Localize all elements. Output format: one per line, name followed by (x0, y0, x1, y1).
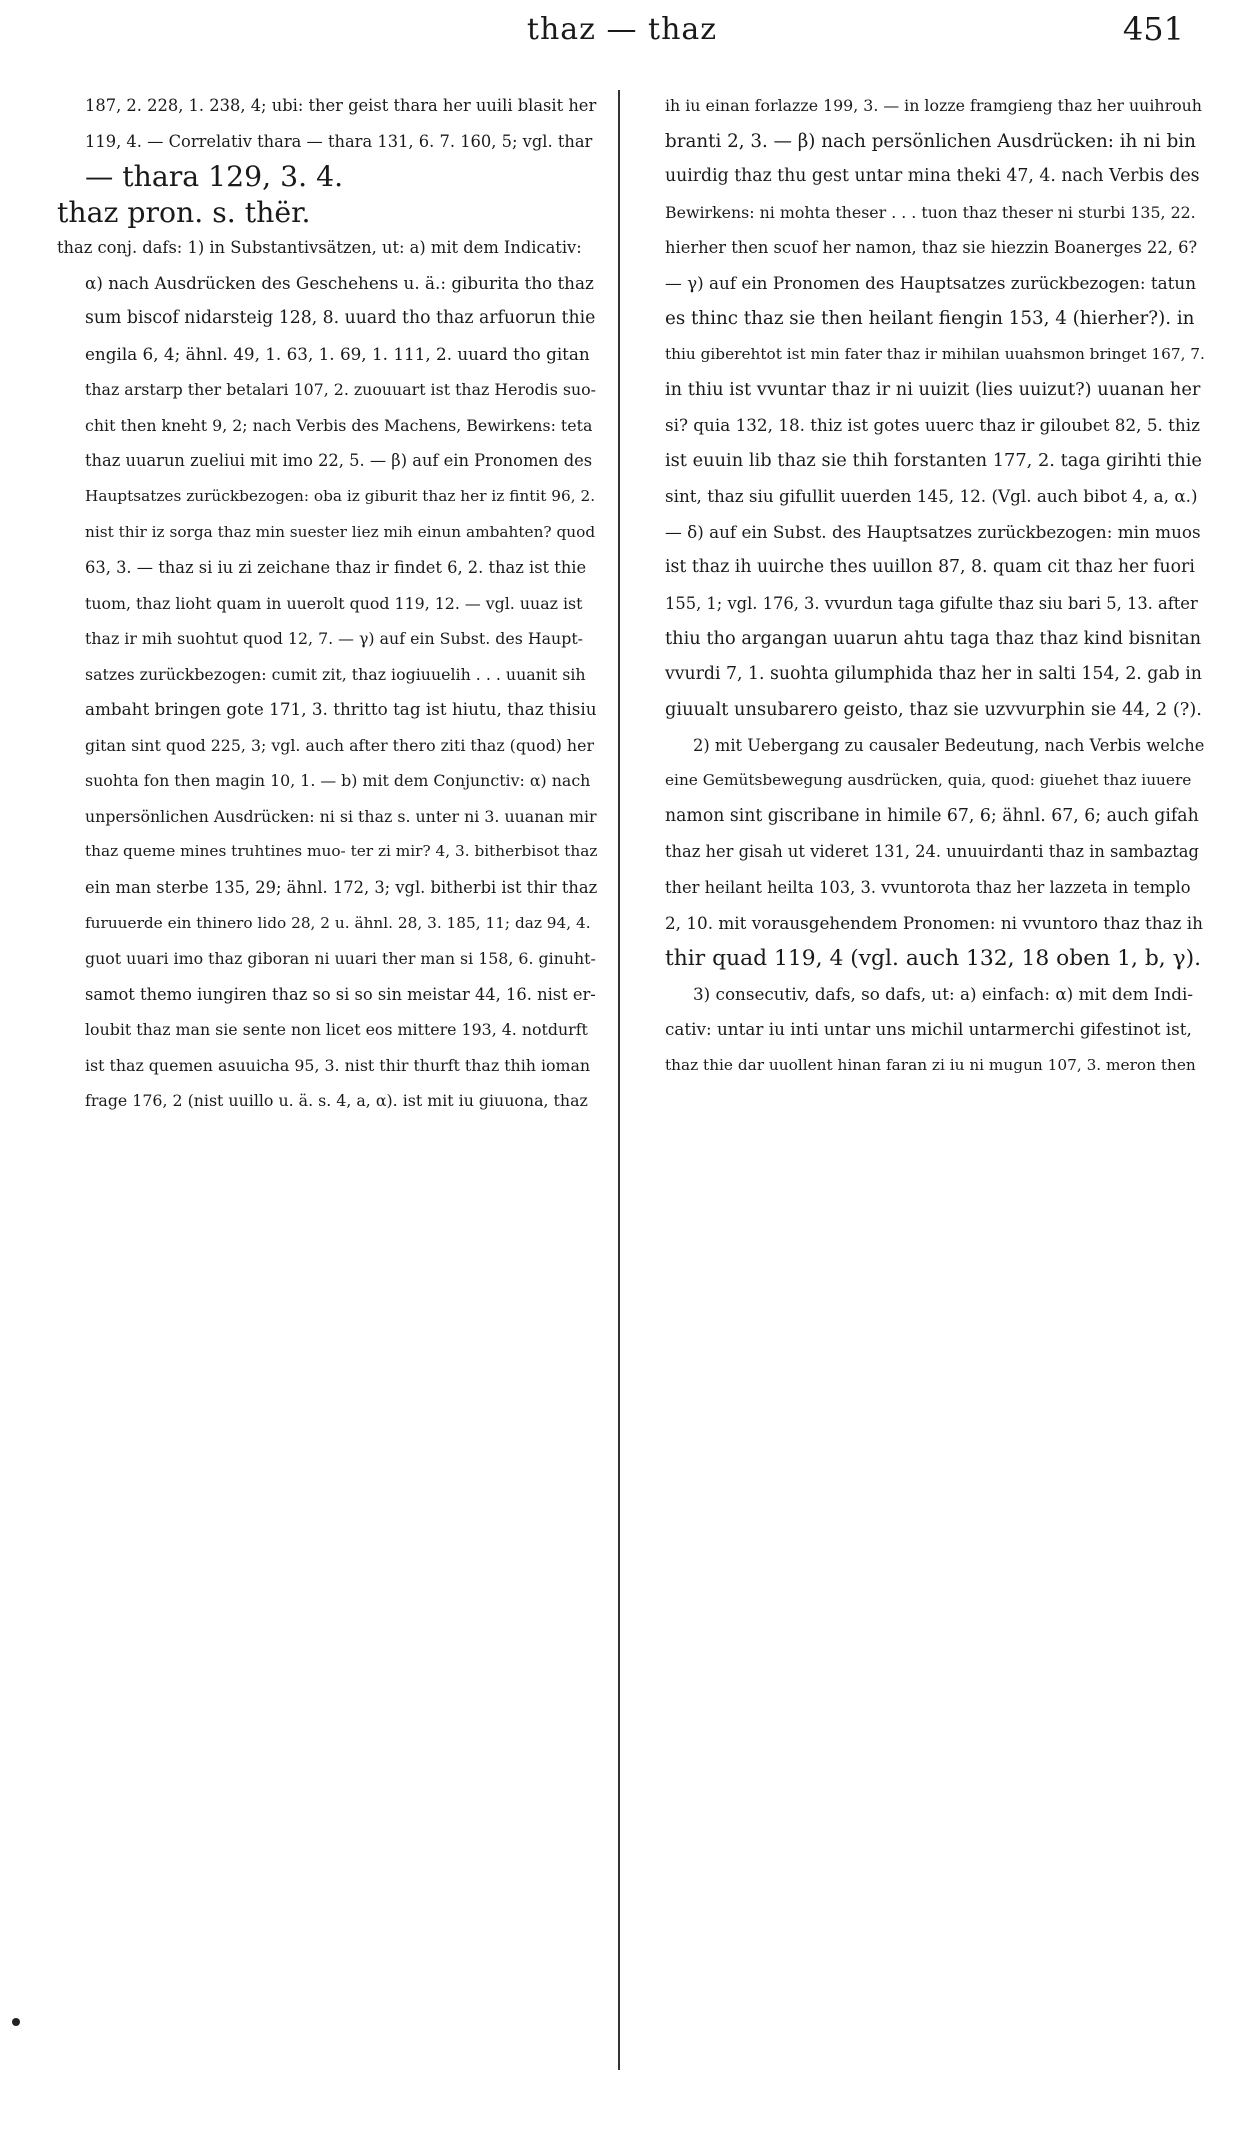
left-column-line: thaz uuarun zueliui mit imo 22, 5. — β) auf ein Pronomen des (85, 451, 593, 471)
left-column-line: chit then kneht 9, 2; nach Verbis des Machens, Bewirkens: teta (85, 415, 593, 435)
page-number: 451 (1122, 10, 1184, 48)
right-column-line: thir quad 119, 4 (vgl. auch 132, 18 oben 1, b, γ). (665, 946, 1202, 972)
right-column-line: ist euuin lib thaz sie thih forstanten 177, 2. taga girihti thie (665, 450, 1202, 472)
left-column-line: tuom, thaz lioht quam in uuerolt quod 119, 12. — vgl. uuaz ist (85, 593, 583, 613)
left-column-line: α) nach Ausdrücken des Geschehens u. ä.: giburita tho thaz (85, 272, 594, 293)
left-column-line: loubit thaz man sie sente non licet eos mittere 193, 4. notdurft (85, 1020, 588, 1040)
right-column-line: in thiu ist vvuntar thaz ir ni uuizit (lies uuizut?) uuanan her (665, 379, 1201, 401)
running-head: thaz — thaz (526, 12, 718, 47)
left-column-line: unpersönlichen Ausdrücken: ni si thaz s. unter ni 3. uuanan mir (85, 806, 597, 826)
right-column-line: uuirdig thaz thu gest untar mina theki 47, 4. nach Verbis des (665, 166, 1200, 187)
left-column-line: frage 176, 2 (nist uuillo u. ä. s. 4, a, α). ist mit iu giuuona, thaz (85, 1091, 588, 1111)
right-column-line: si? quia 132, 18. thiz ist gotes uuerc thaz ir giloubet 82, 5. thiz (665, 414, 1200, 435)
left-column-line: thaz queme mines truhtines muo- ter zi mir? 4, 3. bitherbisot thaz (85, 842, 598, 861)
right-column (665, 88, 1205, 1083)
right-column-line: eine Gemütsbewegung ausdrücken, quia, quod: giuehet thaz iuuere (665, 771, 1192, 790)
left-column-line: nist thir iz sorga thaz min suester liez mih einun ambahten? quod (85, 522, 596, 541)
left-column-line: thaz pron. s. thër. (57, 195, 311, 229)
left-column-line: engila 6, 4; ähnl. 49, 1. 63, 1. 69, 1. 111, 2. uuard tho gitan (85, 343, 590, 364)
right-column-line: 2) mit Uebergang zu causaler Bedeutung, nach Verbis welche (693, 735, 1205, 755)
right-column-line: es thinc thaz sie then heilant fiengin 153, 4 (hierher?). in (665, 308, 1195, 330)
right-column-line: vvurdi 7, 1. suohta gilumphida thaz her in salti 154, 2. gab in (665, 663, 1202, 684)
right-column-line: branti 2, 3. — β) nach persönlichen Ausdrücken: ih ni bin (665, 130, 1196, 152)
right-column-line: thaz thie dar uuollent hinan faran zi iu ni mugun 107, 3. meron then (665, 1055, 1196, 1074)
left-column-line: 119, 4. — Correlativ thara — thara 131, 6. 7. 160, 5; vgl. thar (85, 131, 593, 151)
right-column-line: thiu tho argangan uuarun ahtu taga thaz thaz kind bisnitan (665, 628, 1202, 650)
right-column-line: — γ) auf ein Pronomen des Hauptsatzes zurückbezogen: tatun (665, 272, 1197, 293)
column-divider (618, 90, 620, 2070)
right-column-line: 155, 1; vgl. 176, 3. vvurdun taga gifulte thaz siu bari 5, 13. after (665, 593, 1198, 613)
left-column-line: satzes zurückbezogen: cumit zit, thaz iogiuuelih . . . uuanit sih (85, 664, 586, 684)
right-column-line: sint, thaz siu gifullit uuerden 145, 12. (Vgl. auch bibot 4, a, α.) (665, 486, 1198, 507)
right-column-line: — δ) auf ein Subst. des Hauptsatzes zurückbezogen: min muos (665, 521, 1201, 542)
right-column-line: thiu giberehtot ist min fater thaz ir mihilan uuahsmon bringet 167, 7. (665, 344, 1205, 363)
right-column-line: Bewirkens: ni mohta theser . . . tuon thaz theser ni sturbi 135, 22. (665, 202, 1196, 222)
page-header (0, 0, 1244, 60)
ink-dot (12, 2018, 20, 2026)
left-column (57, 88, 597, 1119)
right-column-line: namon sint giscribane in himile 67, 6; ähnl. 67, 6; auch gifah (665, 805, 1199, 826)
left-column-line: gitan sint quod 225, 3; vgl. auch after thero ziti thaz (quod) her (85, 735, 595, 755)
left-column-line: furuuerde ein thinero lido 28, 2 u. ähnl. 28, 3. 185, 11; daz 94, 4. (85, 913, 591, 932)
right-column-line: giuualt unsubarero geisto, thaz sie uzvvurphin sie 44, 2 (?). (665, 699, 1202, 721)
left-column-line: thaz conj. dafs: 1) in Substantivsätzen, ut: a) mit dem Indicativ: (57, 238, 582, 258)
left-column-line: Hauptsatzes zurückbezogen: oba iz giburit thaz her iz fintit 96, 2. (85, 487, 596, 506)
right-column-line: ih iu einan forlazze 199, 3. — in lozze framgieng thaz her uuihrouh (665, 96, 1202, 115)
left-column-line: suohta fon then magin 10, 1. — b) mit dem Conjunctiv: α) nach (85, 771, 591, 791)
left-column-line: thaz arstarp ther betalari 107, 2. zuouuart ist thaz Herodis suo- (85, 380, 596, 400)
right-column-line: 2, 10. mit vorausgehendem Pronomen: ni vvuntoro thaz thaz ih (665, 912, 1203, 933)
left-column-line: thaz ir mih suohtut quod 12, 7. — γ) auf ein Subst. des Haupt- (85, 629, 584, 649)
left-column-line: ist thaz quemen asuuicha 95, 3. nist thir thurft thaz thih ioman (85, 1055, 591, 1075)
right-column-line: hierher then scuof her namon, thaz sie hiezzin Boanerges 22, 6? (665, 238, 1198, 258)
left-column-line: sum biscof nidarsteig 128, 8. uuard tho thaz arfuorun thie (85, 308, 596, 329)
right-column-line: 3) consecutiv, dafs, so dafs, ut: a) einfach: α) mit dem Indi- (693, 983, 1194, 1004)
right-column-line: cativ: untar iu inti untar uns michil untarmerchi gifestinot ist, (665, 1019, 1192, 1040)
left-column-line: 63, 3. — thaz si iu zi zeichane thaz ir findet 6, 2. thaz ist thie (85, 558, 587, 578)
left-column-line: ein man sterbe 135, 29; ähnl. 172, 3; vgl. bitherbi ist thir thaz (85, 878, 598, 898)
left-column-line: ambaht bringen gote 171, 3. thritto tag ist hiutu, thaz thisiu (85, 699, 597, 720)
right-column-line: ist thaz ih uuirche thes uuillon 87, 8. quam cit thaz her fuori (665, 557, 1195, 578)
right-column-line: ther heilant heilta 103, 3. vvuntorota thaz her lazzeta in templo (665, 878, 1191, 898)
right-column-line: thaz her gisah ut videret 131, 24. unuuirdanti thaz in sambaztag (665, 842, 1199, 862)
left-column-line: 187, 2. 228, 1. 238, 4; ubi: ther geist thara her uuili blasit her (85, 96, 597, 115)
left-column-line: samot themo iungiren thaz so si so sin meistar 44, 16. nist er- (85, 984, 596, 1004)
left-column-line: guot uuari imo thaz giboran ni uuari ther man si 158, 6. ginuht- (85, 949, 596, 969)
left-column-line: — thara 129, 3. 4. (85, 160, 344, 194)
